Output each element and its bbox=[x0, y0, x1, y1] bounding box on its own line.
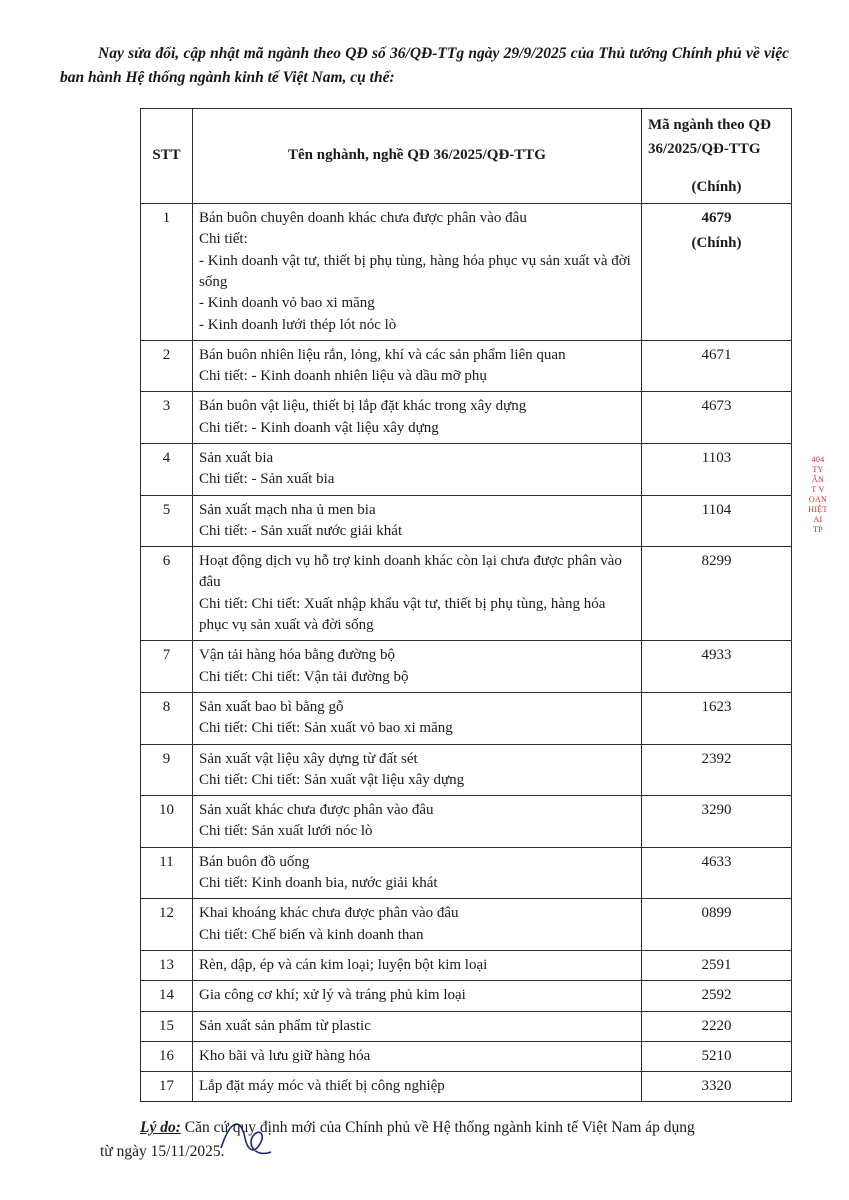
cell-stt: 6 bbox=[141, 547, 193, 641]
cell-name-line: Chi tiết: Chi tiết: Xuất nhập khẩu vật tư, thiết bị phụ tùng, hàng hóa phục vụ sản xuất và đời sống bbox=[199, 595, 606, 634]
cell-name-line: Rèn, dập, ép và cán kim loại; luyện bột kim loại bbox=[199, 956, 488, 973]
cell-name-line: - Kinh doanh vật tư, thiết bị phụ tùng, hàng hóa phục vụ sản xuất và đời sống bbox=[199, 252, 631, 290]
cell-name-line: - Kinh doanh vỏ bao xi măng bbox=[199, 295, 375, 312]
cell-name bbox=[193, 641, 642, 693]
stamp-line: OAN bbox=[808, 495, 828, 504]
cell-stt: 4 bbox=[141, 444, 193, 496]
table-row bbox=[141, 1072, 792, 1102]
cell-stt: 10 bbox=[141, 796, 193, 848]
cell-name-line: Chi tiết: - Kinh doanh vật liệu xây dựng bbox=[199, 419, 439, 436]
cell-code-note: (Chính) bbox=[691, 235, 742, 252]
cell-stt: 13 bbox=[141, 950, 193, 980]
cell-name-line: Sản xuất vật liệu xây dựng từ đất sét bbox=[199, 750, 418, 767]
cell-code-value: 4671 bbox=[701, 346, 732, 363]
cell-code bbox=[642, 796, 792, 848]
cell-code-value: 2392 bbox=[701, 750, 732, 767]
table-row bbox=[141, 692, 792, 744]
cell-name bbox=[193, 950, 642, 980]
cell-name-line: Sản xuất sản phẩm từ plastic bbox=[199, 1017, 371, 1034]
table-body bbox=[141, 204, 792, 1102]
cell-code bbox=[642, 444, 792, 496]
cell-name bbox=[193, 1011, 642, 1041]
cell-name-line: Chi tiết: Chi tiết: Vận tải đường bộ bbox=[199, 668, 409, 685]
cell-code bbox=[642, 744, 792, 796]
table-row bbox=[141, 340, 792, 392]
column-header-name: Tên nghành, nghề QĐ 36/2025/QĐ-TTG bbox=[193, 109, 642, 204]
cell-code-value: 4679 bbox=[701, 210, 732, 227]
column-header-code bbox=[642, 109, 792, 204]
cell-name bbox=[193, 204, 642, 341]
cell-name-line: Vận tải hàng hóa bằng đường bộ bbox=[199, 647, 396, 664]
cell-name-line: Sản xuất bao bì bằng gỗ bbox=[199, 698, 344, 715]
cell-code-value: 2220 bbox=[701, 1017, 732, 1034]
cell-stt: 15 bbox=[141, 1011, 193, 1041]
cell-stt: 17 bbox=[141, 1072, 193, 1102]
cell-stt: 3 bbox=[141, 392, 193, 444]
cell-name bbox=[193, 392, 642, 444]
cell-stt: 7 bbox=[141, 641, 193, 693]
table-row bbox=[141, 981, 792, 1011]
column-header-code-text: Mã ngành theo QĐ 36/2025/QĐ-TTG bbox=[648, 117, 771, 158]
cell-code-value: 1104 bbox=[701, 501, 732, 518]
cell-code bbox=[642, 340, 792, 392]
cell-name-line: Chi tiết: - Sản xuất nước giải khát bbox=[199, 522, 403, 539]
red-company-stamp bbox=[801, 455, 835, 535]
cell-code bbox=[642, 1041, 792, 1071]
table-row bbox=[141, 641, 792, 693]
cell-name bbox=[193, 847, 642, 899]
cell-name bbox=[193, 1041, 642, 1071]
cell-name bbox=[193, 981, 642, 1011]
cell-name bbox=[193, 444, 642, 496]
table-row bbox=[141, 899, 792, 951]
cell-stt: 2 bbox=[141, 340, 193, 392]
cell-code-value: 2591 bbox=[701, 956, 732, 973]
industry-code-table bbox=[140, 108, 792, 1102]
stamp-line: 404 bbox=[811, 455, 825, 464]
table-row bbox=[141, 1041, 792, 1071]
cell-code bbox=[642, 847, 792, 899]
cell-code-value: 3320 bbox=[701, 1078, 732, 1095]
cell-stt: 16 bbox=[141, 1041, 193, 1071]
table-row bbox=[141, 950, 792, 980]
cell-name bbox=[193, 692, 642, 744]
cell-stt: 5 bbox=[141, 495, 193, 547]
cell-name-line: Chi tiết: Chi tiết: Sản xuất vỏ bao xi măng bbox=[199, 720, 453, 737]
cell-name-line: Bán buôn chuyên doanh khác chưa được phân vào đâu bbox=[199, 210, 527, 227]
cell-code-value: 4933 bbox=[701, 647, 732, 664]
cell-name bbox=[193, 1072, 642, 1102]
table-row bbox=[141, 495, 792, 547]
stamp-line: AI bbox=[813, 515, 823, 524]
cell-name-line: Bán buôn vật liệu, thiết bị lắp đặt khác trong xây dựng bbox=[199, 398, 527, 415]
table-row bbox=[141, 847, 792, 899]
cell-code bbox=[642, 392, 792, 444]
cell-name bbox=[193, 796, 642, 848]
table-row bbox=[141, 547, 792, 641]
table-row bbox=[141, 744, 792, 796]
cell-code bbox=[642, 981, 792, 1011]
footer-second-line: từ ngày 15/11/2025. bbox=[100, 1143, 225, 1161]
cell-code bbox=[642, 1072, 792, 1102]
cell-code-value: 1623 bbox=[701, 698, 732, 715]
cell-name-line: Chi tiết: Chi tiết: Sản xuất vật liệu xây dựng bbox=[199, 771, 465, 788]
cell-code-value: 4673 bbox=[701, 398, 732, 415]
table-row bbox=[141, 444, 792, 496]
stamp-line: TP bbox=[813, 525, 823, 534]
footer-label: Lý do: bbox=[140, 1119, 181, 1137]
cell-name bbox=[193, 899, 642, 951]
cell-code-value: 1103 bbox=[701, 450, 732, 466]
cell-stt: 9 bbox=[141, 744, 193, 796]
stamp-line: T V bbox=[811, 485, 825, 494]
cell-name-line: Bán buôn đồ uống bbox=[199, 853, 310, 870]
table-row bbox=[141, 1011, 792, 1041]
cell-code-value: 3290 bbox=[701, 802, 732, 819]
cell-code-value: 2592 bbox=[701, 987, 732, 1004]
cell-name-line: Chi tiết: - Kinh doanh nhiên liệu và dầu mỡ phụ bbox=[199, 368, 487, 385]
cell-name bbox=[193, 547, 642, 641]
cell-code bbox=[642, 1011, 792, 1041]
table-row bbox=[141, 392, 792, 444]
cell-stt: 8 bbox=[141, 692, 193, 744]
cell-name-line: Bán buôn nhiên liệu rắn, lỏng, khí và các sản phẩm liên quan bbox=[199, 346, 566, 363]
cell-code bbox=[642, 899, 792, 951]
footer-text: Căn cứ quy định mới của Chính phủ về Hệ thống ngành kinh tế Việt Nam áp dụng bbox=[180, 1119, 695, 1137]
cell-name-line: Khai khoáng khác chưa được phân vào đâu bbox=[199, 905, 459, 922]
cell-code bbox=[642, 692, 792, 744]
stamp-line: TY bbox=[812, 465, 824, 474]
cell-name bbox=[193, 744, 642, 796]
cell-code-value: 4633 bbox=[701, 853, 732, 870]
cell-stt: 14 bbox=[141, 981, 193, 1011]
cell-stt: 11 bbox=[141, 847, 193, 899]
cell-name-line: Hoạt động dịch vụ hỗ trợ kinh doanh khác còn lại chưa được phân vào đâu bbox=[199, 553, 622, 591]
cell-name-line: Lắp đặt máy móc và thiết bị công nghiệp bbox=[199, 1078, 445, 1095]
table-row bbox=[141, 204, 792, 341]
cell-code bbox=[642, 950, 792, 980]
intro-paragraph: Nay sửa đổi, cập nhật mã ngành theo QĐ số 36/QĐ-TTg ngày 29/9/2025 của Thủ tướng Chính phủ về việc ban hành Hệ thống ngành kinh tế Việt Nam, cụ thể: bbox=[60, 45, 789, 87]
table-header-row bbox=[141, 109, 792, 204]
cell-code bbox=[642, 547, 792, 641]
cell-name-line: Sản xuất mạch nha ủ men bia bbox=[199, 501, 376, 518]
cell-name-line: Chi tiết: Kinh doanh bia, nước giải khát bbox=[199, 875, 438, 892]
cell-name-line: Sản xuất khác chưa được phân vào đâu bbox=[199, 802, 434, 819]
cell-code-value: 0899 bbox=[701, 905, 732, 922]
cell-name bbox=[193, 340, 642, 392]
cell-name-line: Kho bãi và lưu giữ hàng hóa bbox=[199, 1047, 371, 1064]
cell-stt: 12 bbox=[141, 899, 193, 951]
cell-name-line: Chi tiết: - Sản xuất bia bbox=[199, 471, 335, 488]
cell-name-line: - Kinh doanh lưới thép lót nóc lò bbox=[199, 316, 397, 333]
cell-code bbox=[642, 495, 792, 547]
footer-reason bbox=[60, 1116, 789, 1164]
cell-name bbox=[193, 495, 642, 547]
table-row bbox=[141, 796, 792, 848]
stamp-line: ẨN bbox=[811, 475, 825, 484]
cell-name-line: Gia công cơ khí; xử lý và tráng phủ kim loại bbox=[199, 987, 466, 1004]
cell-code bbox=[642, 641, 792, 693]
cell-name-line: Chi tiết: bbox=[199, 231, 248, 248]
cell-code bbox=[642, 204, 792, 341]
column-header-code-note: (Chính) bbox=[691, 179, 742, 196]
cell-code-value: 8299 bbox=[701, 553, 732, 570]
cell-name-line: Chi tiết: Chế biến và kinh doanh than bbox=[199, 926, 424, 943]
column-header-stt: STT bbox=[141, 109, 193, 204]
table-header bbox=[141, 109, 792, 204]
cell-name-line: Sản xuất bia bbox=[199, 450, 274, 466]
stamp-line: HIỆT bbox=[808, 505, 828, 514]
cell-code-value: 5210 bbox=[701, 1047, 732, 1064]
cell-name-line: Chi tiết: Sản xuất lưới nóc lò bbox=[199, 823, 373, 840]
cell-stt: 1 bbox=[141, 204, 193, 341]
